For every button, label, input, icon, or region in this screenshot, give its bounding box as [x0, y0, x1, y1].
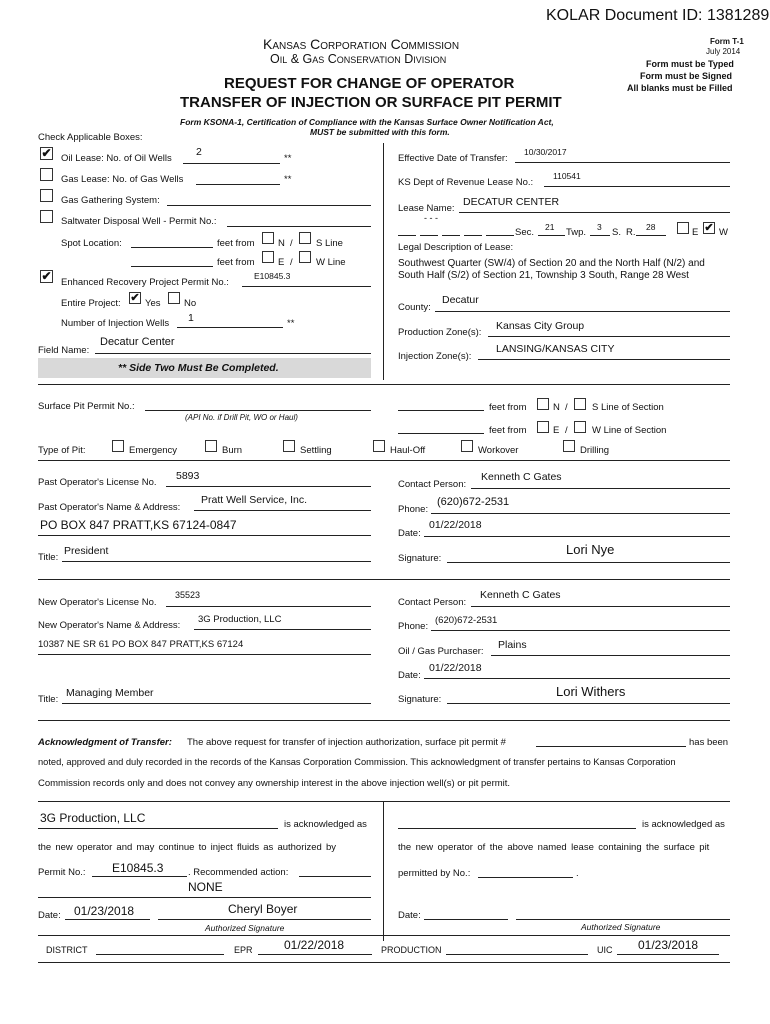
past-title-value: President [64, 545, 109, 557]
bottom-left-date-field[interactable] [65, 919, 150, 920]
bottom-left-auth-sig: Authorized Signature [205, 923, 285, 933]
feet-from-ns: feet from [217, 238, 255, 249]
legal-line-2: South Half (S/2) of Section 21, Township 3 South, Range 28 West [398, 270, 689, 281]
section-divider-3 [38, 579, 730, 580]
new-contact-value: Kenneth C Gates [480, 589, 561, 601]
pit-emergency-checkbox[interactable] [112, 440, 124, 452]
footer-production-field[interactable] [446, 954, 588, 955]
new-signature-value: Lori Withers [556, 684, 626, 699]
pit-n-checkbox[interactable] [537, 398, 549, 410]
past-contact-label: Contact Person: [398, 479, 467, 490]
side-two-text: ** Side Two Must Be Completed. [118, 362, 279, 374]
qq-field-4[interactable] [464, 235, 482, 236]
entire-project-no-checkbox[interactable] [168, 292, 180, 304]
pit-s-line-label: S Line of Section [592, 402, 664, 413]
yes-label: Yes [145, 298, 161, 309]
new-date-value: 01/22/2018 [429, 662, 482, 674]
star-2: ** [284, 174, 292, 185]
past-title-field[interactable] [62, 561, 371, 562]
bottom-company-value: 3G Production, LLC [40, 811, 146, 825]
oil-wells-value: 2 [196, 146, 202, 158]
err-permit-value: E10845.3 [254, 271, 291, 281]
note-signed: Form must be Signed [640, 71, 733, 81]
bottom-permitted-period: . [576, 868, 579, 879]
pit-e-checkbox[interactable] [537, 421, 549, 433]
gas-gathering-field[interactable] [167, 205, 371, 206]
form-number: Form T-1 [710, 37, 744, 46]
new-purchaser-label: Oil / Gas Purchaser: [398, 646, 484, 657]
slash-1: / [290, 238, 293, 249]
gas-wells-field[interactable] [196, 184, 280, 185]
footer-uic-field[interactable] [617, 954, 719, 955]
sec-label: Sec. [515, 227, 535, 238]
err-permit-field[interactable] [242, 286, 371, 287]
api-note: (API No. if Drill Pit, WO or Haul) [185, 413, 298, 422]
swd-checkbox[interactable] [40, 210, 53, 223]
spot-s-checkbox[interactable] [299, 232, 311, 244]
agency-name: Kansas Corporation Commission [263, 36, 460, 52]
ack-text-3: Commission records only and does not convey any ownership interest in the above injection well(s) or pit permit. [38, 778, 511, 789]
s-line-label: S Line [316, 238, 343, 249]
twp-dir: S. [612, 227, 621, 238]
inj-zone-value: LANSING/KANSAS CITY [496, 343, 615, 355]
bottom-right-date-field[interactable] [424, 919, 508, 920]
pit-haul-off-checkbox[interactable] [373, 440, 385, 452]
past-contact-value: Kenneth C Gates [481, 471, 562, 483]
spot-n-checkbox[interactable] [262, 232, 274, 244]
n-label: N [278, 238, 285, 249]
past-phone-field[interactable] [431, 513, 730, 514]
ack-permit-field[interactable] [536, 746, 686, 747]
new-signature-field[interactable] [447, 703, 730, 704]
bottom-left-text: the new operator and may continue to inject fluids as authorized by [38, 842, 336, 853]
past-date-value: 01/22/2018 [429, 519, 482, 531]
form-subtitle-1: Form KSONA-1, Certification of Compliance with the Kansas Surface Owner Notification Act, [180, 117, 554, 127]
eff-date-value: 10/30/2017 [524, 147, 567, 157]
county-field[interactable] [435, 311, 730, 312]
new-address-field[interactable] [38, 654, 371, 655]
past-name-value: Pratt Well Service, Inc. [201, 494, 308, 506]
qq-field-1[interactable] [398, 235, 416, 236]
past-license-value: 5893 [176, 470, 200, 482]
inj-wells-value: 1 [188, 312, 194, 324]
twp-label: Twp. [566, 227, 587, 238]
new-signature-label: Signature: [398, 694, 442, 705]
footer-production-label: PRODUCTION [381, 945, 442, 955]
spot-location-label: Spot Location: [61, 238, 122, 249]
twp-value: 3 [597, 222, 602, 232]
bottom-divider [383, 801, 384, 941]
bottom-action-field-2[interactable] [38, 897, 371, 898]
kolar-document-id: KOLAR Document ID: 1381289 [546, 7, 770, 24]
past-phone-value: (620)672-2531 [437, 496, 510, 508]
star-1: ** [284, 153, 292, 164]
gas-lease-checkbox[interactable] [40, 168, 53, 181]
ks-dept-value: 110541 [553, 171, 581, 181]
pit-feet-ew-field[interactable] [398, 433, 484, 434]
note-typed: Form must be Typed [646, 59, 734, 69]
pit-w-checkbox[interactable] [574, 421, 586, 433]
bottom-permit-value: E10845.3 [112, 861, 164, 875]
legal-line-1: Southwest Quarter (SW/4) of Section 20 and the North Half (N/2) and [398, 258, 705, 269]
past-signature-value: Lori Nye [566, 542, 615, 557]
bottom-recommended-label: . Recommended action: [188, 867, 289, 878]
footer-epr-value: 01/22/2018 [284, 938, 345, 952]
bottom-action-value: NONE [188, 880, 223, 894]
gas-lease-label: Gas Lease: No. of Gas Wells [61, 174, 184, 185]
sec-field[interactable] [538, 235, 565, 236]
past-license-label: Past Operator's License No. [38, 477, 157, 488]
pit-settling-checkbox[interactable] [283, 440, 295, 452]
eff-date-field[interactable] [515, 162, 730, 163]
pit-type-label: Type of Pit: [38, 445, 86, 456]
range-e-checkbox[interactable] [677, 222, 689, 234]
footer-epr-label: EPR [234, 945, 253, 955]
section-divider-2 [38, 460, 730, 461]
oil-lease-label: Oil Lease: No. of Oil Wells [61, 153, 172, 164]
bottom-left-signature-value: Cheryl Boyer [228, 902, 298, 916]
footer-district-field[interactable] [96, 954, 224, 955]
ack-text-1: The above request for transfer of injection authorization, surface pit permit # [187, 737, 506, 748]
entire-project-yes-checkbox[interactable]: ✔ [130, 292, 140, 304]
pit-feet-from-ns: feet from [489, 402, 527, 413]
err-label: Enhanced Recovery Project Permit No.: [61, 277, 229, 288]
qq-field-5[interactable] [486, 235, 514, 236]
lease-name-label: Lease Name: [398, 203, 455, 214]
ack-heading: Acknowledgment of Transfer: [38, 737, 172, 748]
past-license-field[interactable] [166, 486, 371, 487]
new-address-value: 10387 NE SR 61 PO BOX 847 PRATT,KS 67124 [38, 639, 244, 650]
new-phone-label: Phone: [398, 621, 429, 632]
oil-lease-checkbox[interactable]: ✔ [41, 146, 52, 160]
county-label: County: [398, 302, 431, 313]
bottom-right-text: the new operator of the above named lease containing the surface pit [398, 842, 710, 853]
form-date: July 2014 [706, 47, 741, 56]
range-value: 28 [646, 222, 656, 232]
gas-gathering-label: Gas Gathering System: [61, 195, 160, 206]
section-divider-1 [38, 384, 730, 385]
swd-permit-field[interactable] [227, 226, 371, 227]
entire-project-label: Entire Project: [61, 298, 121, 309]
past-date-label: Date: [398, 528, 421, 539]
new-purchaser-field[interactable] [491, 655, 730, 656]
e-label: E [278, 257, 285, 268]
check-applicable-label: Check Applicable Boxes: [38, 132, 143, 143]
side-two-banner [38, 358, 371, 378]
prod-zone-field[interactable] [488, 336, 730, 337]
past-address-field[interactable] [38, 535, 371, 536]
bottom-right-company-field[interactable] [398, 828, 636, 829]
pit-drilling-label: Drilling [580, 445, 610, 456]
new-title-field[interactable] [62, 703, 371, 704]
err-checkbox[interactable]: ✔ [41, 269, 52, 283]
bottom-permit-label: Permit No.: [38, 867, 86, 878]
new-contact-label: Contact Person: [398, 597, 467, 608]
prod-zone-label: Production Zone(s): [398, 327, 482, 338]
inj-zone-label: Injection Zone(s): [398, 351, 472, 362]
bottom-right-is-ack: is acknowledged as [642, 819, 725, 830]
past-signature-label: Signature: [398, 553, 442, 564]
ack-text-2: noted, approved and duly recorded in the records of the Kansas Corporation Commission. This acknowledgment of transfer pertains to Kansas Corporation [38, 757, 676, 767]
pit-slash-2: / [565, 425, 568, 436]
pit-burn-checkbox[interactable] [205, 440, 217, 452]
footer-uic-label: UIC [597, 945, 613, 955]
pit-feet-ns-field[interactable] [398, 410, 484, 411]
pit-s-checkbox[interactable] [574, 398, 586, 410]
past-date-field[interactable] [424, 536, 730, 537]
range-w-checkbox[interactable]: ✔ [704, 222, 714, 234]
ks-dept-label: KS Dept of Revenue Lease No.: [398, 177, 534, 188]
feet-from-ew: feet from [217, 257, 255, 268]
qq-field-2[interactable] [420, 235, 438, 236]
new-name-label: New Operator's Name & Address: [38, 620, 181, 631]
bottom-left-is-ack: is acknowledged as [284, 819, 367, 830]
legal-description-label: Legal Description of Lease: [398, 242, 514, 253]
pit-workover-checkbox[interactable] [461, 440, 473, 452]
ks-dept-field[interactable] [544, 186, 730, 187]
star-3: ** [287, 318, 295, 329]
field-name-label: Field Name: [38, 345, 90, 356]
past-name-field[interactable] [194, 510, 371, 511]
new-license-value: 35523 [175, 590, 201, 600]
section-divider-4 [38, 720, 730, 721]
division-name: Oil & Gas Conservation Division [270, 52, 447, 66]
range-field[interactable] [636, 235, 666, 236]
qq-field-3[interactable] [442, 235, 460, 236]
past-address-value: PO BOX 847 PRATT,KS 67124-0847 [40, 518, 237, 532]
pit-drilling-checkbox[interactable] [563, 440, 575, 452]
bottom-right-auth-sig: Authorized Signature [581, 922, 661, 932]
bottom-permitted-label: permitted by No.: [398, 868, 471, 879]
range-w-label: W [719, 227, 728, 238]
form-title-1: REQUEST FOR CHANGE OF OPERATOR [224, 75, 515, 92]
bottom-permit-field[interactable] [92, 876, 187, 877]
pit-settling-label: Settling [300, 445, 332, 456]
footer-epr-field[interactable] [258, 954, 372, 955]
sec-value: 21 [545, 222, 555, 232]
pit-burn-label: Burn [222, 445, 243, 456]
pit-w-line-label: W Line of Section [592, 425, 667, 436]
spot-feet-ew-field[interactable] [131, 266, 213, 267]
pit-haul-off-label: Haul-Off [390, 445, 426, 456]
new-license-label: New Operator's License No. [38, 597, 157, 608]
bottom-company-field[interactable] [38, 828, 278, 829]
bottom-right-date-label: Date: [398, 910, 421, 921]
spot-e-checkbox[interactable] [262, 251, 274, 263]
pit-n-label: N [553, 402, 560, 413]
prod-zone-value: Kansas City Group [496, 320, 585, 332]
range-e-label: E [692, 227, 699, 238]
ack-text-1-end: has been [689, 737, 729, 748]
slash-2: / [290, 257, 293, 268]
form-subtitle-2: MUST be submitted with this form. [310, 127, 450, 137]
pit-emergency-label: Emergency [129, 445, 178, 456]
inj-wells-field[interactable] [177, 327, 283, 328]
quarter-dashes: - - - [424, 213, 438, 223]
new-name-field[interactable] [194, 629, 371, 630]
field-name-value: Decatur Center [100, 336, 175, 348]
section-divider-5 [38, 801, 730, 802]
past-contact-field[interactable] [471, 488, 730, 489]
new-name-value: 3G Production, LLC [198, 614, 282, 625]
bottom-left-date-value: 01/23/2018 [74, 904, 135, 918]
surface-pit-field[interactable] [145, 410, 371, 411]
inj-zone-field[interactable] [478, 359, 730, 360]
pit-slash-1: / [565, 402, 568, 413]
new-date-field[interactable] [424, 678, 730, 679]
new-phone-field[interactable] [431, 630, 730, 631]
bottom-permitted-field[interactable] [478, 877, 573, 878]
oil-wells-field[interactable] [183, 163, 280, 164]
past-phone-label: Phone: [398, 504, 429, 515]
footer-district-label: DISTRICT [46, 945, 88, 955]
r-label: R. [626, 227, 636, 238]
eff-date-label: Effective Date of Transfer: [398, 153, 508, 164]
pit-e-label: E [553, 425, 560, 436]
bottom-action-field-1[interactable] [299, 876, 371, 877]
new-contact-field[interactable] [471, 606, 730, 607]
new-title-label: Title: [38, 694, 59, 705]
county-value: Decatur [442, 294, 479, 306]
new-title-value: Managing Member [66, 687, 154, 699]
new-license-field[interactable] [166, 606, 371, 607]
bottom-left-date-label: Date: [38, 910, 61, 921]
new-purchaser-value: Plains [498, 639, 527, 651]
twp-field[interactable] [590, 235, 610, 236]
pit-feet-from-ew: feet from [489, 425, 527, 436]
past-title-label: Title: [38, 552, 59, 563]
no-label: No [184, 298, 197, 309]
w-line-label: W Line [316, 257, 346, 268]
new-phone-value: (620)672-2531 [435, 615, 498, 626]
new-date-label: Date: [398, 670, 421, 681]
note-filled: All blanks must be Filled [627, 83, 733, 93]
lease-name-value: DECATUR CENTER [463, 196, 560, 208]
spot-w-checkbox[interactable] [299, 251, 311, 263]
swd-label: Saltwater Disposal Well - Permit No.: [61, 216, 217, 227]
past-name-label: Past Operator's Name & Address: [38, 502, 181, 513]
inj-wells-label: Number of Injection Wells [61, 318, 170, 329]
form-title-2: TRANSFER OF INJECTION OR SURFACE PIT PERMIT [180, 94, 562, 111]
bottom-right-signature-field[interactable] [516, 919, 730, 920]
column-divider [383, 143, 384, 380]
past-signature-field[interactable] [447, 562, 730, 563]
spot-feet-ns-field[interactable] [131, 247, 213, 248]
gas-gathering-checkbox[interactable] [40, 189, 53, 202]
bottom-left-signature-field[interactable] [158, 919, 371, 920]
surface-pit-label: Surface Pit Permit No.: [38, 401, 135, 412]
pit-workover-label: Workover [478, 445, 519, 456]
footer-uic-value: 01/23/2018 [638, 938, 699, 952]
field-name-field[interactable] [95, 353, 371, 354]
lease-name-field[interactable] [459, 212, 730, 213]
